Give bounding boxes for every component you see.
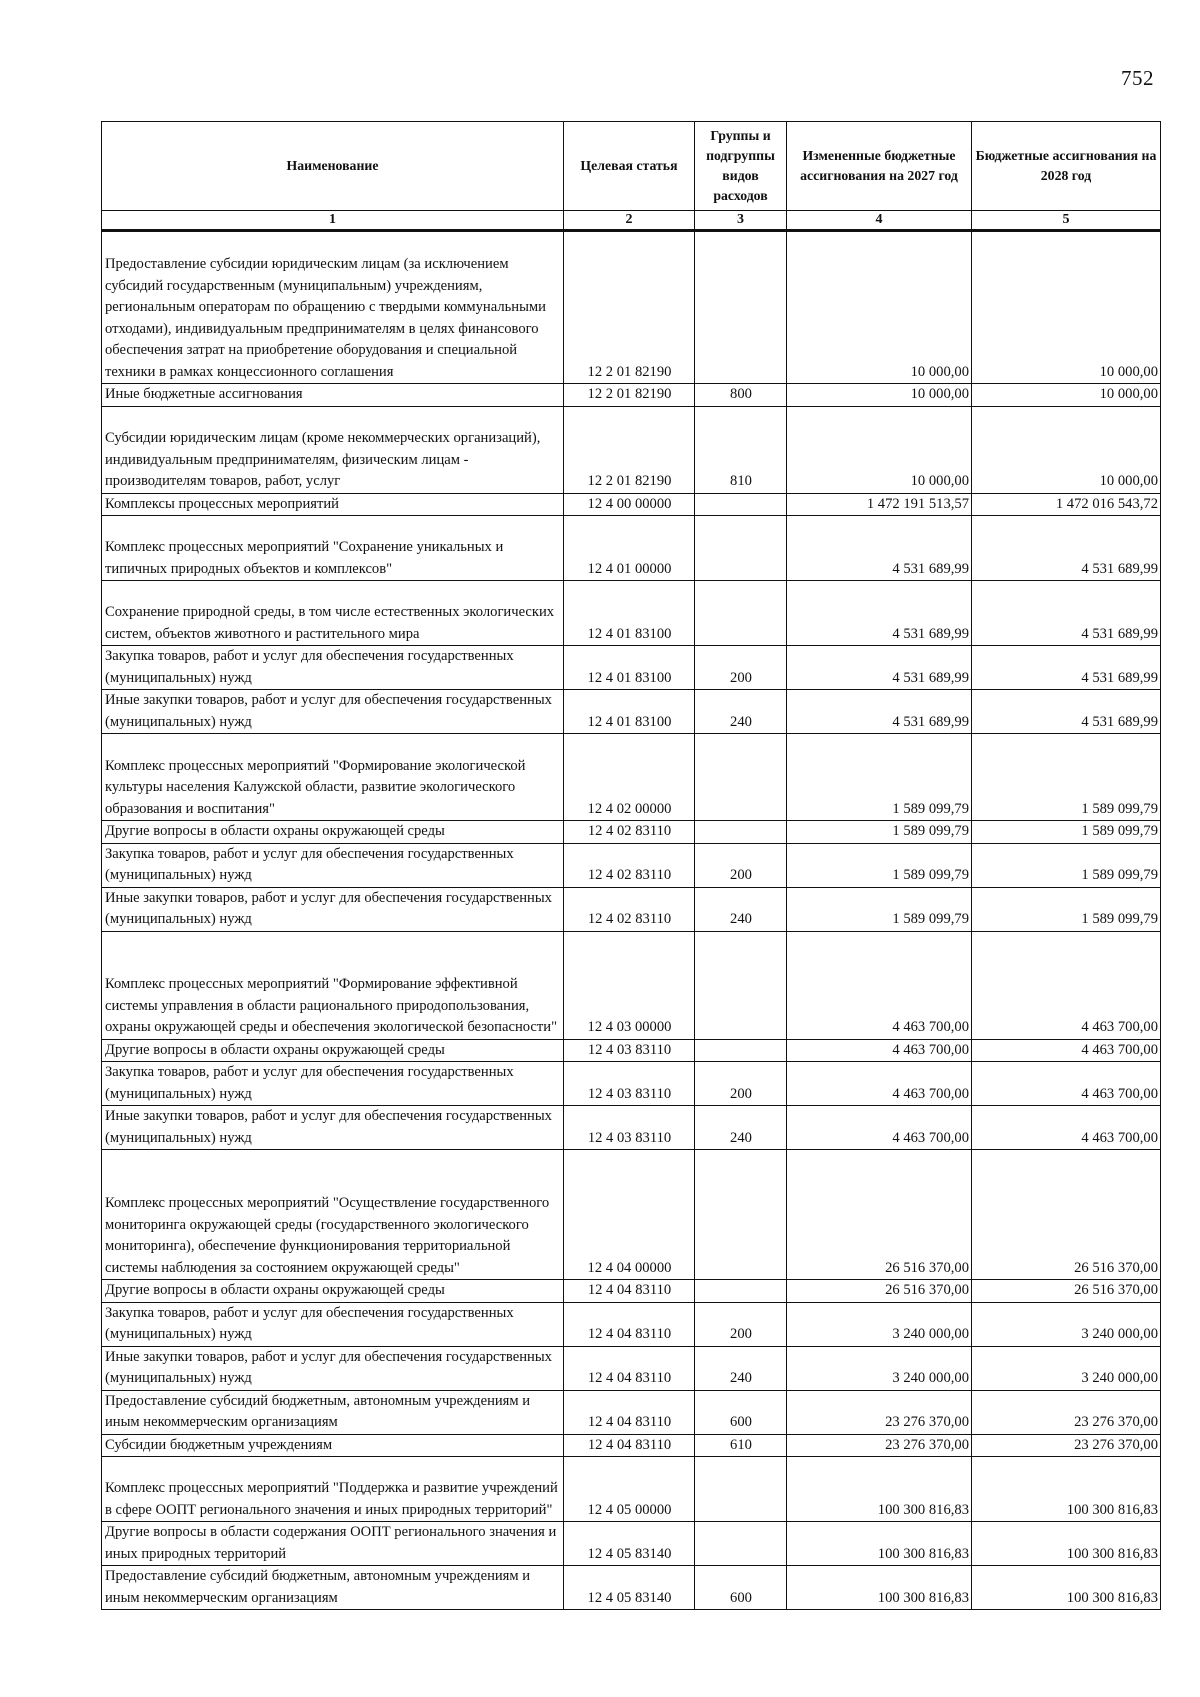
row-code-cell: 12 4 01 83100: [564, 690, 695, 734]
row-amount-2027-cell: 3 240 000,00: [787, 1346, 972, 1390]
row-code-cell: 12 4 04 00000: [564, 1150, 695, 1280]
row-group-cell: 610: [695, 1434, 787, 1457]
row-amount-2027-cell: 4 531 689,99: [787, 690, 972, 734]
column-number: 4: [787, 211, 972, 231]
row-code-cell: 12 4 04 83110: [564, 1346, 695, 1390]
row-amount-2028-cell: 100 300 816,83: [972, 1457, 1161, 1522]
row-group-cell: 200: [695, 1062, 787, 1106]
row-amount-2027-cell: 4 531 689,99: [787, 646, 972, 690]
row-group-cell: [695, 1522, 787, 1566]
table-row: [102, 843, 1161, 887]
row-amount-2027-cell: 1 589 099,79: [787, 843, 972, 887]
row-amount-2028-cell: 1 589 099,79: [972, 843, 1161, 887]
row-group-cell: 200: [695, 843, 787, 887]
column-number: 3: [695, 211, 787, 231]
row-amount-2027-cell: 4 531 689,99: [787, 516, 972, 581]
row-group-cell: 600: [695, 1390, 787, 1434]
row-amount-2027-cell: 4 463 700,00: [787, 931, 972, 1039]
table-row: [102, 1106, 1161, 1150]
table-row: [102, 1062, 1161, 1106]
row-amount-2027-cell: 10 000,00: [787, 231, 972, 384]
row-group-cell: 200: [695, 646, 787, 690]
table-row: [102, 493, 1161, 516]
table-row: [102, 231, 1161, 384]
row-amount-2028-cell: 10 000,00: [972, 384, 1161, 407]
row-amount-2028-cell: 1 589 099,79: [972, 734, 1161, 821]
row-name-cell: Предоставление субсидии юридическим лицам (за исключением субсидий государственным (муниципальным) учреждениям, региональным операторам по обращению с твердыми коммунальными отходами), индивидуальным предпринимателям в целях финансового обеспечения затрат на приобретение оборудования и специальной техники в рамках концессионного соглашения: [102, 231, 564, 384]
column-number: 5: [972, 211, 1161, 231]
row-code-cell: 12 4 03 83110: [564, 1039, 695, 1062]
table-row: [102, 1566, 1161, 1610]
row-code-cell: 12 2 01 82190: [564, 384, 695, 407]
header-name: Наименование: [102, 122, 564, 211]
row-amount-2028-cell: 4 531 689,99: [972, 581, 1161, 646]
table-row: [102, 406, 1161, 493]
column-number: 1: [102, 211, 564, 231]
row-amount-2027-cell: 26 516 370,00: [787, 1150, 972, 1280]
row-group-cell: [695, 821, 787, 844]
row-name-cell: Закупка товаров, работ и услуг для обеспечения государственных (муниципальных) нужд: [102, 1302, 564, 1346]
table-row: [102, 1390, 1161, 1434]
row-amount-2027-cell: 26 516 370,00: [787, 1280, 972, 1303]
table-row: [102, 516, 1161, 581]
row-group-cell: 240: [695, 690, 787, 734]
row-amount-2027-cell: 4 463 700,00: [787, 1106, 972, 1150]
row-name-cell: Комплекс процессных мероприятий "Осуществление государственного мониторинга окружающей среды (государственного экологического мониторинга), обеспечение функционирования территориальной системы наблюдения за состоянием окружающей среды": [102, 1150, 564, 1280]
row-code-cell: 12 2 01 82190: [564, 406, 695, 493]
row-amount-2028-cell: 4 463 700,00: [972, 1106, 1161, 1150]
table-row: [102, 1280, 1161, 1303]
page-number: 752: [1121, 66, 1154, 90]
row-amount-2028-cell: 100 300 816,83: [972, 1522, 1161, 1566]
row-code-cell: 12 4 01 83100: [564, 581, 695, 646]
table-row: [102, 734, 1161, 821]
table-row: [102, 1522, 1161, 1566]
row-amount-2028-cell: 10 000,00: [972, 231, 1161, 384]
row-amount-2027-cell: 1 472 191 513,57: [787, 493, 972, 516]
row-amount-2028-cell: 1 472 016 543,72: [972, 493, 1161, 516]
row-amount-2027-cell: 100 300 816,83: [787, 1457, 972, 1522]
row-group-cell: [695, 734, 787, 821]
row-name-cell: Сохранение природной среды, в том числе естественных экологических систем, объектов животного и растительного мира: [102, 581, 564, 646]
table-row: [102, 1302, 1161, 1346]
row-name-cell: Другие вопросы в области охраны окружающей среды: [102, 1039, 564, 1062]
row-group-cell: 240: [695, 1346, 787, 1390]
table-body: [102, 231, 1161, 1610]
table-row: [102, 821, 1161, 844]
row-name-cell: Предоставление субсидий бюджетным, автономным учреждениям и иным некоммерческим организациям: [102, 1566, 564, 1610]
row-amount-2027-cell: 23 276 370,00: [787, 1390, 972, 1434]
row-amount-2028-cell: 4 463 700,00: [972, 1062, 1161, 1106]
header-target-article: Целевая статья: [564, 122, 695, 211]
row-group-cell: [695, 1039, 787, 1062]
row-group-cell: 200: [695, 1302, 787, 1346]
row-code-cell: 12 4 00 00000: [564, 493, 695, 516]
row-name-cell: Другие вопросы в области охраны окружающей среды: [102, 821, 564, 844]
row-name-cell: Субсидии юридическим лицам (кроме некоммерческих организаций), индивидуальным предпринимателям, физическим лицам - производителям товаров, работ, услуг: [102, 406, 564, 493]
row-name-cell: Иные закупки товаров, работ и услуг для обеспечения государственных (муниципальных) нужд: [102, 887, 564, 931]
row-code-cell: 12 4 02 83110: [564, 821, 695, 844]
row-group-cell: [695, 231, 787, 384]
row-name-cell: Другие вопросы в области охраны окружающей среды: [102, 1280, 564, 1303]
row-amount-2028-cell: 23 276 370,00: [972, 1390, 1161, 1434]
table-row: [102, 1434, 1161, 1457]
row-group-cell: [695, 1280, 787, 1303]
row-name-cell: Комплекс процессных мероприятий "Формирование экологической культуры населения Калужской области, развитие экологического образования и воспитания": [102, 734, 564, 821]
row-amount-2027-cell: 4 463 700,00: [787, 1039, 972, 1062]
row-code-cell: 12 4 02 00000: [564, 734, 695, 821]
row-code-cell: 12 4 04 83110: [564, 1434, 695, 1457]
table-row: [102, 1457, 1161, 1522]
header-expense-groups: Группы и подгруппы видов расходов: [695, 122, 787, 211]
row-amount-2028-cell: 4 531 689,99: [972, 516, 1161, 581]
table-row: [102, 1039, 1161, 1062]
row-amount-2028-cell: 4 531 689,99: [972, 646, 1161, 690]
row-amount-2027-cell: 23 276 370,00: [787, 1434, 972, 1457]
row-name-cell: Комплекс процессных мероприятий "Поддержка и развитие учреждений в сфере ООПТ регионального значения и иных природных территорий": [102, 1457, 564, 1522]
row-code-cell: 12 4 03 83110: [564, 1106, 695, 1150]
row-code-cell: 12 4 04 83110: [564, 1280, 695, 1303]
column-number: 2: [564, 211, 695, 231]
header-row: [102, 122, 1161, 211]
row-name-cell: Другие вопросы в области содержания ООПТ регионального значения и иных природных территорий: [102, 1522, 564, 1566]
table-row: [102, 581, 1161, 646]
row-code-cell: 12 4 02 83110: [564, 887, 695, 931]
budget-table: [101, 121, 1161, 1610]
row-amount-2028-cell: 10 000,00: [972, 406, 1161, 493]
row-name-cell: Закупка товаров, работ и услуг для обеспечения государственных (муниципальных) нужд: [102, 1062, 564, 1106]
row-name-cell: Субсидии бюджетным учреждениям: [102, 1434, 564, 1457]
row-amount-2028-cell: 26 516 370,00: [972, 1280, 1161, 1303]
row-group-cell: 240: [695, 887, 787, 931]
row-amount-2028-cell: 100 300 816,83: [972, 1566, 1161, 1610]
table-row: [102, 690, 1161, 734]
row-amount-2028-cell: 1 589 099,79: [972, 887, 1161, 931]
row-name-cell: Иные бюджетные ассигнования: [102, 384, 564, 407]
row-amount-2028-cell: 4 463 700,00: [972, 931, 1161, 1039]
row-code-cell: 12 4 03 83110: [564, 1062, 695, 1106]
row-name-cell: Иные закупки товаров, работ и услуг для обеспечения государственных (муниципальных) нужд: [102, 1106, 564, 1150]
row-amount-2028-cell: 4 531 689,99: [972, 690, 1161, 734]
row-amount-2028-cell: 3 240 000,00: [972, 1346, 1161, 1390]
row-amount-2028-cell: 23 276 370,00: [972, 1434, 1161, 1457]
column-number-row: [102, 211, 1161, 231]
row-code-cell: 12 4 05 00000: [564, 1457, 695, 1522]
row-code-cell: 12 4 04 83110: [564, 1302, 695, 1346]
row-group-cell: [695, 516, 787, 581]
row-group-cell: 240: [695, 1106, 787, 1150]
row-amount-2027-cell: 4 463 700,00: [787, 1062, 972, 1106]
row-group-cell: [695, 931, 787, 1039]
row-code-cell: 12 2 01 82190: [564, 231, 695, 384]
row-name-cell: Комплекс процессных мероприятий "Сохранение уникальных и типичных природных объектов и комплексов": [102, 516, 564, 581]
row-group-cell: [695, 1457, 787, 1522]
row-name-cell: Комплексы процессных мероприятий: [102, 493, 564, 516]
row-name-cell: Иные закупки товаров, работ и услуг для обеспечения государственных (муниципальных) нужд: [102, 690, 564, 734]
row-group-cell: 600: [695, 1566, 787, 1610]
header-budget-2028: Бюджетные ассигнования на 2028 год: [972, 122, 1161, 211]
row-code-cell: 12 4 05 83140: [564, 1566, 695, 1610]
row-group-cell: [695, 493, 787, 516]
row-amount-2027-cell: 1 589 099,79: [787, 734, 972, 821]
header-changed-2027: Измененные бюджетные ассигнования на 2027 год: [787, 122, 972, 211]
row-amount-2027-cell: 10 000,00: [787, 406, 972, 493]
row-amount-2027-cell: 10 000,00: [787, 384, 972, 407]
row-code-cell: 12 4 02 83110: [564, 843, 695, 887]
row-amount-2027-cell: 4 531 689,99: [787, 581, 972, 646]
row-amount-2027-cell: 3 240 000,00: [787, 1302, 972, 1346]
row-code-cell: 12 4 04 83110: [564, 1390, 695, 1434]
row-name-cell: Иные закупки товаров, работ и услуг для обеспечения государственных (муниципальных) нужд: [102, 1346, 564, 1390]
row-group-cell: [695, 581, 787, 646]
row-code-cell: 12 4 01 83100: [564, 646, 695, 690]
table-row: [102, 931, 1161, 1039]
row-amount-2027-cell: 100 300 816,83: [787, 1522, 972, 1566]
row-name-cell: Комплекс процессных мероприятий "Формирование эффективной системы управления в области рационального природопользования, охраны окружающей среды и обеспечения экологической безопасности": [102, 931, 564, 1039]
row-code-cell: 12 4 01 00000: [564, 516, 695, 581]
table-row: [102, 887, 1161, 931]
row-amount-2027-cell: 1 589 099,79: [787, 887, 972, 931]
table-row: [102, 1150, 1161, 1280]
table-header: [102, 122, 1161, 231]
row-group-cell: 800: [695, 384, 787, 407]
table-row: [102, 646, 1161, 690]
table-row: [102, 1346, 1161, 1390]
row-amount-2027-cell: 1 589 099,79: [787, 821, 972, 844]
table-row: [102, 384, 1161, 407]
row-amount-2027-cell: 100 300 816,83: [787, 1566, 972, 1610]
row-code-cell: 12 4 05 83140: [564, 1522, 695, 1566]
row-code-cell: 12 4 03 00000: [564, 931, 695, 1039]
row-amount-2028-cell: 1 589 099,79: [972, 821, 1161, 844]
row-name-cell: Закупка товаров, работ и услуг для обеспечения государственных (муниципальных) нужд: [102, 843, 564, 887]
row-name-cell: Предоставление субсидий бюджетным, автономным учреждениям и иным некоммерческим организациям: [102, 1390, 564, 1434]
row-name-cell: Закупка товаров, работ и услуг для обеспечения государственных (муниципальных) нужд: [102, 646, 564, 690]
row-amount-2028-cell: 4 463 700,00: [972, 1039, 1161, 1062]
row-amount-2028-cell: 26 516 370,00: [972, 1150, 1161, 1280]
row-group-cell: 810: [695, 406, 787, 493]
row-amount-2028-cell: 3 240 000,00: [972, 1302, 1161, 1346]
row-group-cell: [695, 1150, 787, 1280]
